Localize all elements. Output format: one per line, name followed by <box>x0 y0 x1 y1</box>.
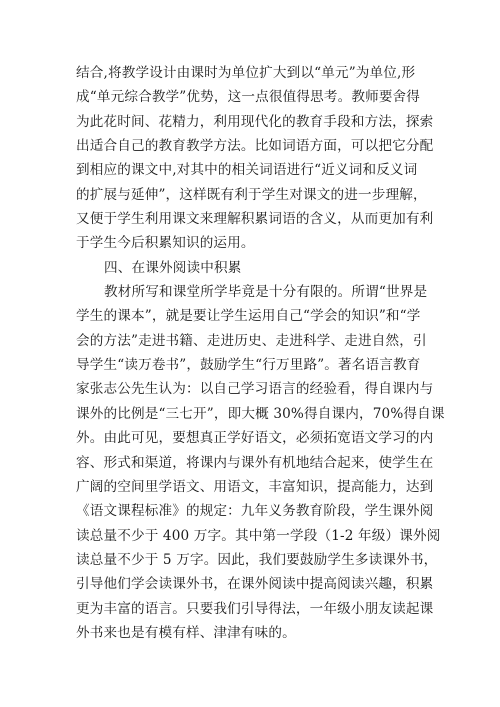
text-line: 导学生“读万卷书”，鼓励学生“行万里路”。著名语言教育 <box>76 357 421 374</box>
text-line: 读总量不少于 5 万字。因此，我们要鼓励学生多读课外书， <box>76 551 438 568</box>
text-line: 结合,将教学设计由课时为单位扩大到以“单元”为单位,形 <box>76 65 416 81</box>
section-heading: 四、在课外阅读中积累 <box>104 259 242 276</box>
text-line: 会的方法”走进书籍、走进历史、走进科学、走进自然，引 <box>76 332 427 349</box>
text-line: 外书来也是有模有样、津津有味的。 <box>76 624 296 641</box>
text-line: 引导他们学会读课外书，在课外阅读中提高阅读兴趣，积累 <box>76 576 434 593</box>
text-line: 为此花时间、花精力，利用现代化的教育手段和方法，探索 <box>76 113 434 130</box>
text-line: 更为丰富的语言。只要我们引导得法，一年级小朋友读起课 <box>76 600 434 617</box>
text-line: 课外的比例是“三七开”，即大概 30%得自课内，70%得自课 <box>76 405 445 422</box>
document-body <box>76 61 445 645</box>
text-line: 教材所写和课堂所学毕竟是十分有限的。所谓“世界是 <box>104 284 428 301</box>
text-line: 于学生今后积累知识的运用。 <box>76 235 255 252</box>
text-line: 到相应的课文中,对其中的相关词语进行“近义词和反义词 <box>76 162 418 179</box>
text-line: 的扩展与延伸”，这样既有利于学生对课文的进一步理解， <box>76 186 427 203</box>
text-line: 外。由此可见，要想真正学好语文，必须拓宽语文学习的内 <box>76 430 434 447</box>
text-line: 读总量不少于 400 万字。其中第一学段（1-2 年级）课外阅 <box>76 527 441 544</box>
text-line: 《语文课程标准》的规定：九年义务教育阶段，学生课外阅 <box>76 503 434 520</box>
text-line: 容、形式和渠道，将课内与课外有机地结合起来，使学生在 <box>76 454 434 471</box>
text-line: 成“单元综合教学”优势，这一点很值得思考。教师要舍得 <box>76 89 421 106</box>
text-line: 学生的课本”，就是要让学生运用自己“学会的知识”和“学 <box>76 308 421 325</box>
text-line: 广阔的空间里学语文、用语文，丰富知识，提高能力，达到 <box>76 478 434 495</box>
text-line: 又便于学生利用课文来理解积累词语的含义，从而更加有利 <box>76 211 434 228</box>
text-line: 家张志公先生认为：以自己学习语言的经验看，得自课内与 <box>76 381 434 398</box>
text-line: 出适合自己的教育教学方法。比如词语方面，可以把它分配 <box>76 138 434 155</box>
